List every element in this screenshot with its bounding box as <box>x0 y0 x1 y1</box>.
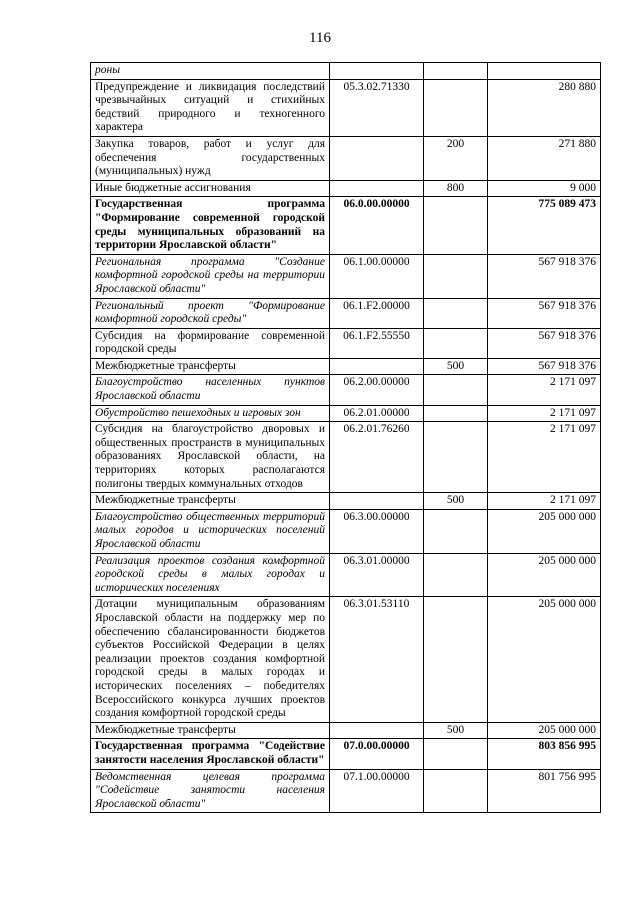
table-row <box>91 328 601 358</box>
row-name-cell: Иные бюджетные ассигнования <box>91 180 330 197</box>
row-amount-cell: 271 880 <box>488 136 601 180</box>
row-code-cell: 05.3.02.71330 <box>330 79 424 136</box>
row-name-cell: Предупреждение и ликвидация последствий чрезвычайных ситуаций и стихийных бедствий природного и техногенного характера <box>91 79 330 136</box>
row-expense-type-cell <box>424 328 488 358</box>
row-code-cell: 06.2.01.00000 <box>330 405 424 422</box>
table-row <box>91 375 601 405</box>
row-amount-cell: 2 171 097 <box>488 405 601 422</box>
row-amount-cell: 205 000 000 <box>488 722 601 739</box>
row-code-cell: 06.0.00.00000 <box>330 197 424 254</box>
row-amount-cell: 280 880 <box>488 79 601 136</box>
row-expense-type-cell <box>424 769 488 813</box>
row-amount-cell: 2 171 097 <box>488 493 601 510</box>
row-code-cell: 06.3.01.00000 <box>330 553 424 597</box>
row-code-cell <box>330 493 424 510</box>
row-amount-cell: 205 000 000 <box>488 553 601 597</box>
row-name-cell: Дотации муниципальным образованиям Ярославской области на поддержку мер по обеспечению сбалансированности бюджетов субъектов Российской Федерации в целях реализации проектов создания комфортной городской среды в малых городах и исторических поселениях – победителях Всероссийского конкурса лучших проектов создания комфортной городской среды <box>91 597 330 722</box>
row-code-cell <box>330 722 424 739</box>
row-code-cell: 07.0.00.00000 <box>330 739 424 769</box>
row-expense-type-cell <box>424 739 488 769</box>
row-amount-cell: 801 756 995 <box>488 769 601 813</box>
table-row <box>91 298 601 328</box>
row-expense-type-cell: 500 <box>424 358 488 375</box>
row-amount-cell: 567 918 376 <box>488 298 601 328</box>
row-expense-type-cell: 200 <box>424 136 488 180</box>
row-amount-cell: 205 000 000 <box>488 509 601 553</box>
row-name-cell: Обустройство пешеходных и игровых зон <box>91 405 330 422</box>
row-name-cell: Субсидия на благоустройство дворовых и общественных пространств в муниципальных образованиях Ярославской области, на территориях которых располагаются полигоны твердых коммунальных отходов <box>91 422 330 493</box>
row-amount-cell: 775 089 473 <box>488 197 601 254</box>
row-code-cell: 06.1.F2.55550 <box>330 328 424 358</box>
table-row <box>91 422 601 493</box>
row-name-cell: роны <box>91 63 330 80</box>
row-code-cell: 06.3.00.00000 <box>330 509 424 553</box>
table-row <box>91 405 601 422</box>
table-row <box>91 63 601 80</box>
row-name-cell: Региональный проект "Формирование комфортной городской среды" <box>91 298 330 328</box>
row-name-cell: Реализация проектов создания комфортной городской среды в малых городах и исторических поселениях <box>91 553 330 597</box>
row-code-cell: 06.2.01.76260 <box>330 422 424 493</box>
row-name-cell: Государственная программа "Содействие занятости населения Ярославской области" <box>91 739 330 769</box>
row-code-cell: 06.1.00.00000 <box>330 254 424 298</box>
table-row <box>91 197 601 254</box>
row-amount-cell: 9 000 <box>488 180 601 197</box>
table-row <box>91 509 601 553</box>
row-amount-cell: 567 918 376 <box>488 328 601 358</box>
table-row <box>91 769 601 813</box>
row-code-cell <box>330 136 424 180</box>
row-expense-type-cell: 500 <box>424 722 488 739</box>
row-amount-cell: 803 856 995 <box>488 739 601 769</box>
row-code-cell <box>330 63 424 80</box>
row-expense-type-cell <box>424 63 488 80</box>
row-amount-cell: 205 000 000 <box>488 597 601 722</box>
table-row <box>91 180 601 197</box>
table-row <box>91 254 601 298</box>
table-row <box>91 722 601 739</box>
row-name-cell: Субсидия на формирование современной городской среды <box>91 328 330 358</box>
page-number: 116 <box>309 30 331 46</box>
row-code-cell: 07.1.00.00000 <box>330 769 424 813</box>
row-amount-cell: 2 171 097 <box>488 375 601 405</box>
table-row <box>91 358 601 375</box>
row-name-cell: Межбюджетные трансферты <box>91 493 330 510</box>
row-name-cell: Закупка товаров, работ и услуг для обеспечения государственных (муниципальных) нужд <box>91 136 330 180</box>
row-code-cell <box>330 358 424 375</box>
table-row <box>91 739 601 769</box>
table-row <box>91 136 601 180</box>
row-expense-type-cell <box>424 375 488 405</box>
row-expense-type-cell <box>424 597 488 722</box>
row-expense-type-cell <box>424 553 488 597</box>
table-row <box>91 553 601 597</box>
row-name-cell: Межбюджетные трансферты <box>91 722 330 739</box>
table-row <box>91 597 601 722</box>
row-amount-cell: 567 918 376 <box>488 254 601 298</box>
row-name-cell: Региональная программа "Создание комфортной городской среды на территории Ярославской области" <box>91 254 330 298</box>
row-amount-cell: 567 918 376 <box>488 358 601 375</box>
row-name-cell: Благоустройство общественных территорий малых городов и исторических поселений Ярославской области <box>91 509 330 553</box>
row-expense-type-cell <box>424 254 488 298</box>
row-name-cell: Благоустройство населенных пунктов Ярославской области <box>91 375 330 405</box>
budget-table-body <box>91 63 601 813</box>
row-amount-cell <box>488 63 601 80</box>
row-expense-type-cell: 800 <box>424 180 488 197</box>
row-expense-type-cell <box>424 197 488 254</box>
row-code-cell: 06.3.01.53110 <box>330 597 424 722</box>
row-code-cell: 06.1.F2.00000 <box>330 298 424 328</box>
budget-table <box>90 62 601 813</box>
row-name-cell: Межбюджетные трансферты <box>91 358 330 375</box>
row-expense-type-cell <box>424 79 488 136</box>
row-name-cell: Ведомственная целевая программа "Содействие занятости населения Ярославской области" <box>91 769 330 813</box>
row-expense-type-cell: 500 <box>424 493 488 510</box>
row-expense-type-cell <box>424 405 488 422</box>
row-name-cell: Государственная программа "Формирование современной городской среды муниципальных образований на территории Ярославской области" <box>91 197 330 254</box>
row-expense-type-cell <box>424 509 488 553</box>
row-code-cell <box>330 180 424 197</box>
row-amount-cell: 2 171 097 <box>488 422 601 493</box>
table-row <box>91 493 601 510</box>
row-expense-type-cell <box>424 422 488 493</box>
row-code-cell: 06.2.00.00000 <box>330 375 424 405</box>
table-row <box>91 79 601 136</box>
row-expense-type-cell <box>424 298 488 328</box>
